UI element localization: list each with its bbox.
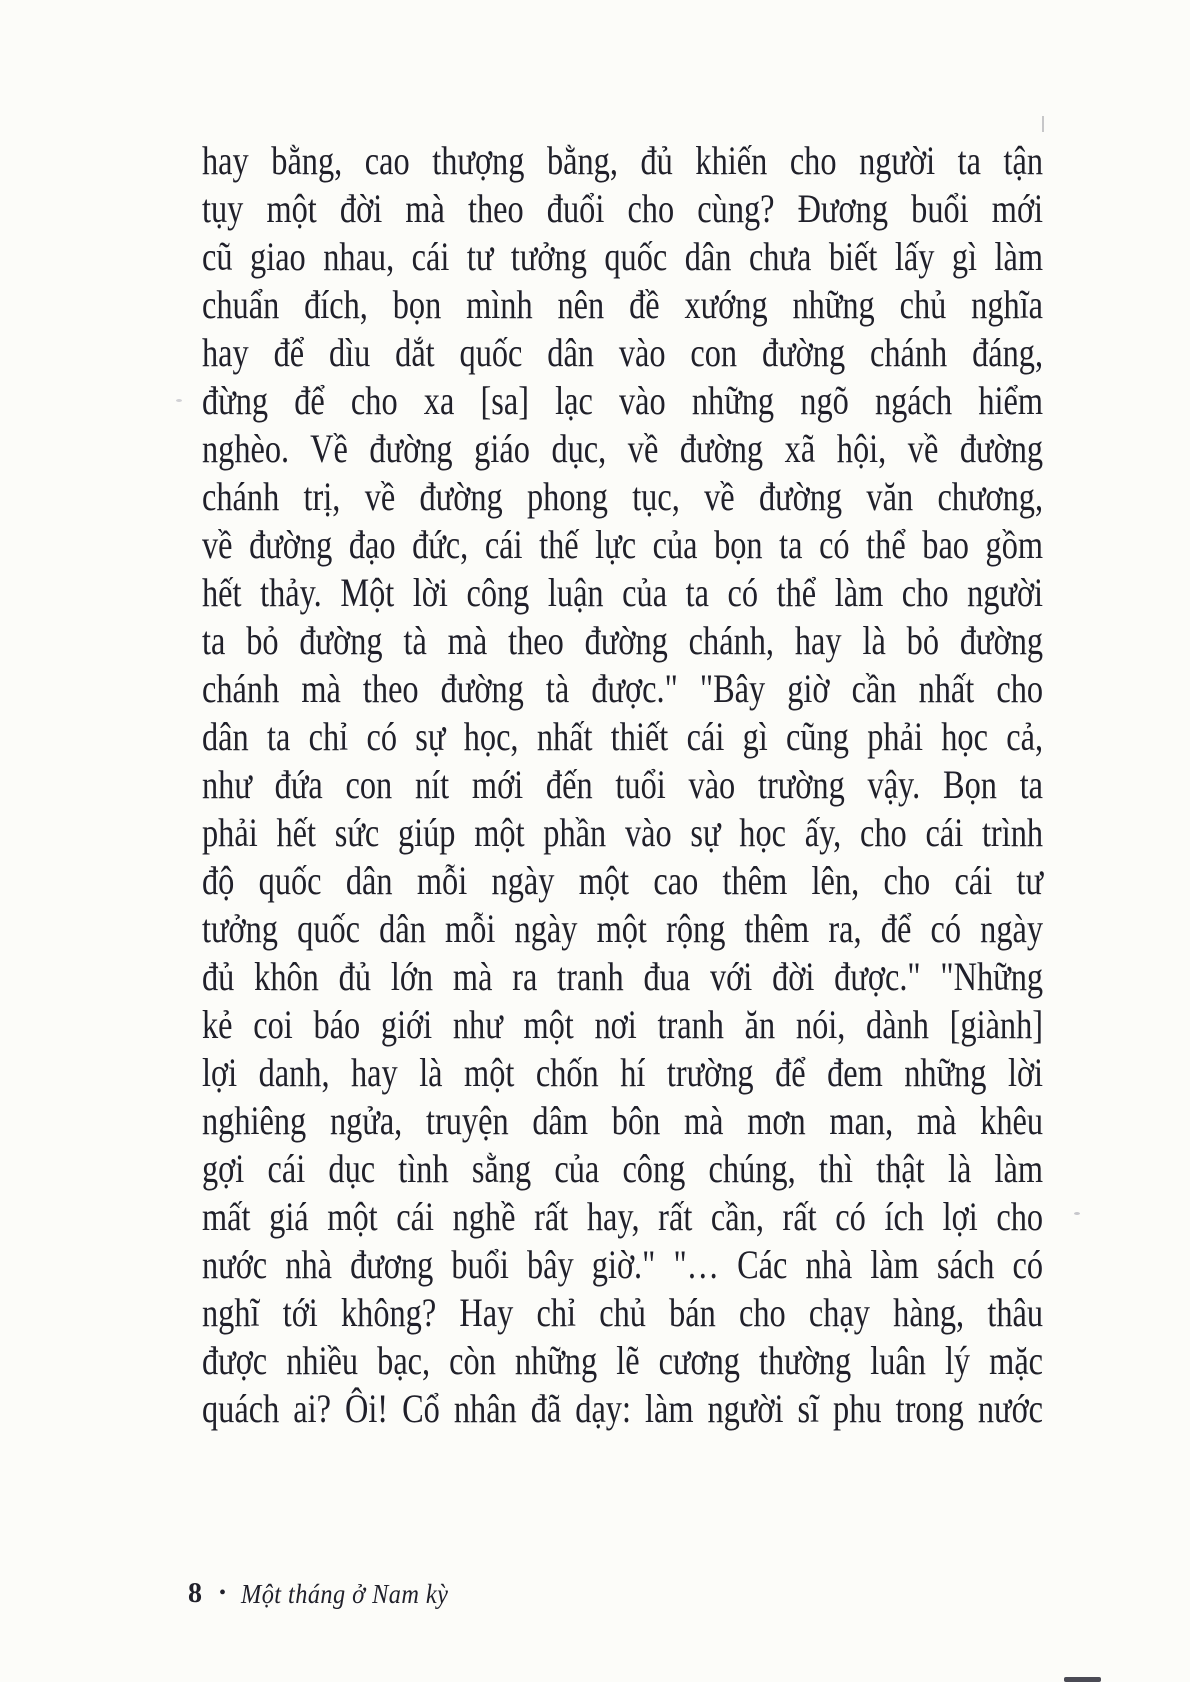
text-line: được nhiều bạc, còn những lẽ cương thường luân lý mặc <box>202 1338 1044 1383</box>
scan-artifact <box>1074 1212 1080 1215</box>
scan-artifact <box>1064 1677 1101 1682</box>
text-line: phải hết sức giúp một phần vào sự học ấy, cho cái trình <box>202 810 1044 855</box>
text-line: chuẩn đích, bọn mình nên đề xướng những chủ nghĩa <box>202 282 1044 327</box>
page-footer <box>188 1578 471 1610</box>
running-book-title: Một tháng ở Nam kỳ <box>241 1579 449 1609</box>
text-line: tụy một đời mà theo đuổi cho cùng? Đương buổi mới <box>202 186 1044 231</box>
text-line: như đứa con nít mới đến tuổi vào trường vậy. Bọn ta <box>202 762 1044 807</box>
text-line: nước nhà đương buổi bây giờ." "… Các nhà làm sách có <box>202 1242 1044 1287</box>
text-line: hay để dìu dắt quốc dân vào con đường chánh đáng, <box>202 330 1044 375</box>
page-text-block <box>202 137 1043 1433</box>
text-line: hết thảy. Một lời công luận của ta có thể làm cho người <box>202 570 1044 615</box>
text-line: độ quốc dân mỗi ngày một cao thêm lên, cho cái tư <box>202 858 1044 903</box>
text-line: chánh trị, về đường phong tục, về đường văn chương, <box>202 474 1044 519</box>
text-line: tưởng quốc dân mỗi ngày một rộng thêm ra, để có ngày <box>202 906 1044 951</box>
text-line: về đường đạo đức, cái thế lực của bọn ta có thể bao gồm <box>202 522 1044 567</box>
text-line: nghiêng ngửa, truyện dâm bôn mà mơn man, mà khêu <box>202 1098 1044 1143</box>
text-line: kẻ coi báo giới như một nơi tranh ăn nói, dành [giành] <box>202 1002 1044 1047</box>
text-line: ta bỏ đường tà mà theo đường chánh, hay là bỏ đường <box>202 618 1044 663</box>
text-line: đủ khôn đủ lớn mà ra tranh đua với đời được." "Những <box>202 954 1044 999</box>
footer-bullet-icon: • <box>219 1582 227 1604</box>
text-line: nghèo. Về đường giáo dục, về đường xã hội, về đường <box>202 426 1044 471</box>
text-line: chánh mà theo đường tà được." "Bây giờ cần nhất cho <box>202 666 1044 711</box>
text-line: dân ta chỉ có sự học, nhất thiết cái gì cũng phải học cả, <box>202 714 1044 759</box>
text-line: đừng để cho xa [sa] lạc vào những ngõ ngách hiểm <box>202 378 1044 423</box>
text-line: lợi danh, hay là một chốn hí trường để đem những lời <box>202 1050 1044 1095</box>
scan-artifact <box>176 399 182 402</box>
text-line: cũ giao nhau, cái tư tưởng quốc dân chưa biết lấy gì làm <box>202 234 1044 279</box>
scan-artifact <box>1042 116 1044 132</box>
text-line: nghĩ tới không? Hay chỉ chủ bán cho chạy hàng, thâu <box>202 1290 1044 1335</box>
text-line: gợi cái dục tình sằng của công chúng, thì thật là làm <box>202 1146 1044 1191</box>
page-number: 8 <box>188 1578 202 1609</box>
text-line: mất giá một cái nghề rất hay, rất cần, rất có ích lợi cho <box>202 1194 1044 1239</box>
text-line: hay bằng, cao thượng bằng, đủ khiến cho người ta tận <box>202 138 1044 183</box>
text-line: quách ai? Ôi! Cổ nhân đã dạy: làm người sĩ phu trong nước <box>202 1386 1044 1431</box>
